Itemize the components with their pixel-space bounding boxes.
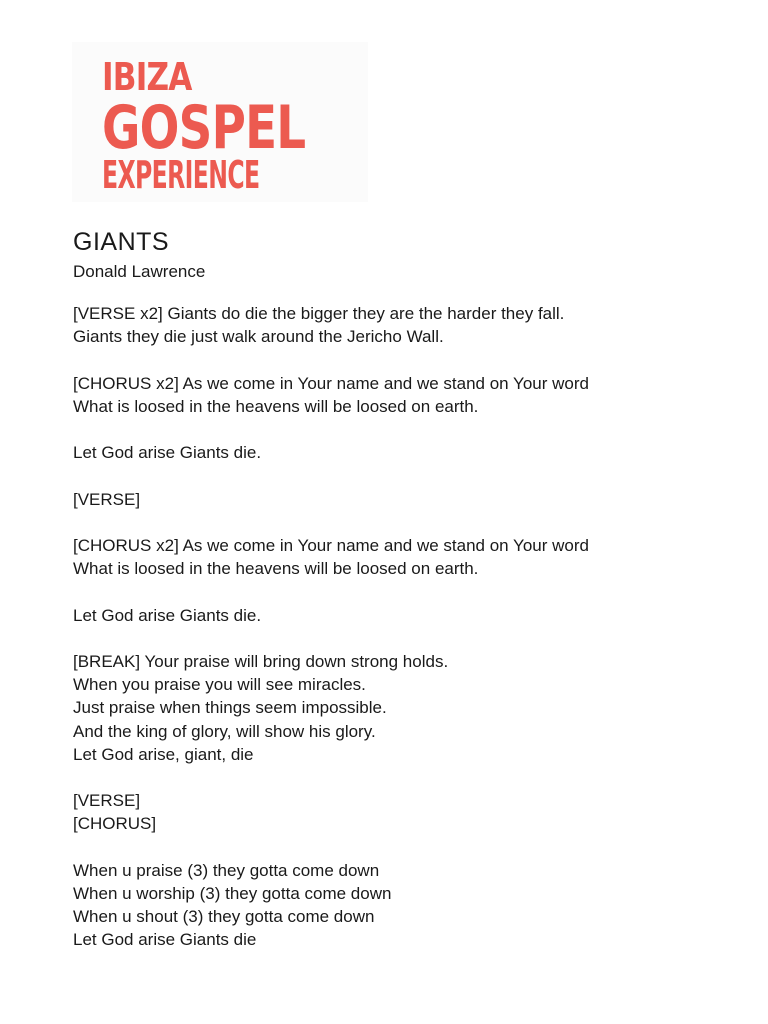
lyric-block-verse-chorus [73, 789, 743, 835]
lyric-text: As we come in Your name and we stand on Your word [178, 535, 589, 555]
lyric-block-refrain-repeat [73, 604, 743, 627]
section-tag: [CHORUS x2] [73, 373, 179, 393]
logo-line-ibiza: IBIZA [102, 55, 192, 99]
lyric-line: When u praise (3) they gotta come down [73, 860, 380, 880]
lyric-line: Let God arise, giant, die [73, 744, 254, 764]
lyric-line: And the king of glory, will show his glory. [73, 721, 376, 741]
section-tag: [VERSE x2] [73, 304, 163, 323]
lyric-text: As we come in Your name and we stand on Your word [178, 373, 589, 393]
logo-line-gospel: GOSPEL [102, 93, 306, 163]
song-author: Donald Lawrence [73, 262, 206, 281]
lyric-line: Just praise when things seem impossible. [73, 698, 387, 718]
lyric-line: Let God arise Giants die. [73, 605, 262, 625]
lyric-block-verse-x2 [73, 302, 743, 348]
section-tag: [VERSE] [73, 791, 141, 811]
lyric-text: Your praise will bring down strong holds. [140, 651, 449, 671]
lyric-line [73, 650, 743, 673]
lyrics [73, 302, 743, 975]
section-tag: [VERSE] [73, 489, 141, 509]
lyric-block-chorus-x2-repeat [73, 534, 743, 580]
lyric-line [73, 534, 743, 557]
lyric-line: Giants they die just walk around the Jericho Wall. [73, 327, 444, 347]
section-tag: [CHORUS] [73, 814, 157, 834]
song-title: GIANTS [73, 228, 170, 256]
lyric-text: Giants do die the bigger they are the harder they fall. [162, 304, 565, 323]
section-tag: [CHORUS x2] [73, 535, 179, 555]
lyric-line: Let God arise Giants die [73, 930, 257, 950]
lyric-block-chorus-x2 [73, 372, 743, 418]
section-tag: [BREAK] [73, 651, 141, 671]
lyric-block-refrain [73, 441, 743, 464]
lyric-block-verse [73, 488, 743, 511]
lyric-line [73, 302, 743, 325]
lyric-line: Let God arise Giants die. [73, 443, 262, 463]
lyric-block-outro [73, 859, 743, 952]
lyric-line: What is loosed in the heavens will be loosed on earth. [73, 559, 479, 579]
lyric-line [73, 372, 743, 395]
lyric-line: When u shout (3) they gotta come down [73, 907, 375, 927]
ibiza-gospel-experience-logo [72, 42, 368, 202]
lyric-line: When you praise you will see miracles. [73, 675, 366, 695]
lyric-block-break [73, 650, 743, 766]
lyric-line: When u worship (3) they gotta come down [73, 883, 392, 903]
logo-line-experience: EXPERIENCE [102, 153, 260, 197]
lyric-line: What is loosed in the heavens will be loosed on earth. [73, 396, 479, 416]
